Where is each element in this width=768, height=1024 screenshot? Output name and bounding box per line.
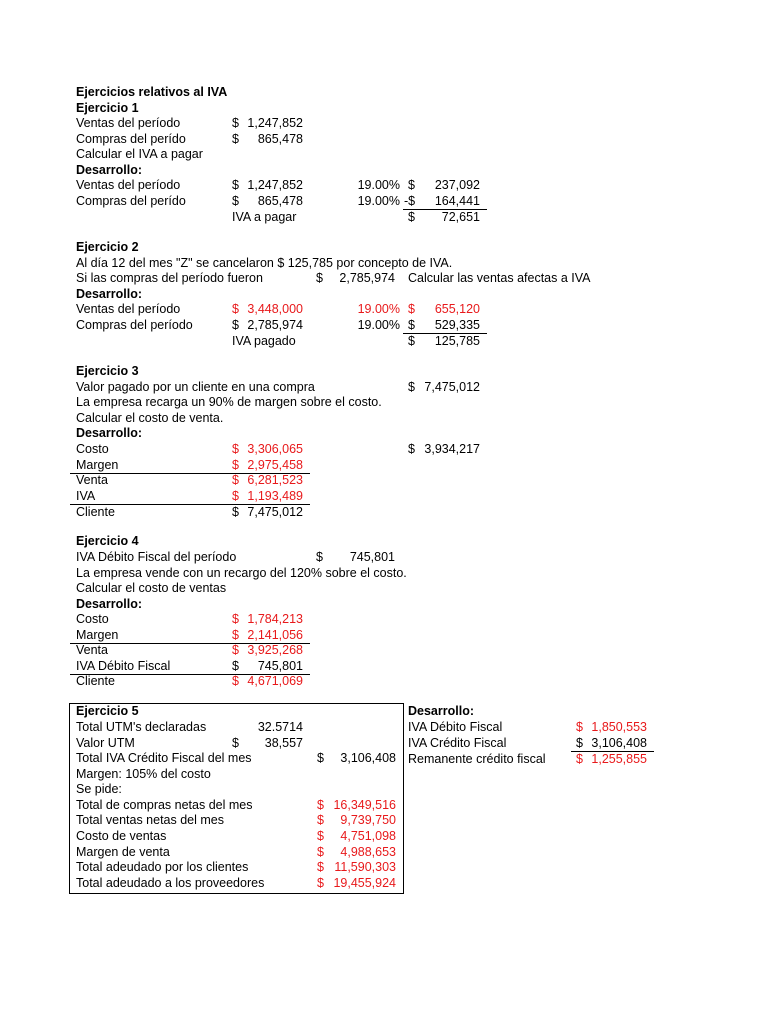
- e4-iva-label: IVA Débito Fiscal: [76, 659, 171, 673]
- e5-q1-value: 16,349,516: [333, 798, 396, 812]
- e5-valor-currency: $: [232, 736, 239, 750]
- e2-line1: Al día 12 del mes "Z" se cancelaron $ 125,785 por concepto de IVA.: [76, 256, 453, 270]
- e1-r2-rate: 19.00%: [357, 194, 400, 208]
- e5-valor-value: 38,557: [264, 736, 303, 750]
- e5-q3-label: Costo de ventas: [76, 829, 167, 843]
- e2-r2-rate: 19.00%: [357, 318, 400, 332]
- e5-d1-label: IVA Débito Fiscal: [408, 720, 503, 734]
- e4-cliente-value: 4,671,069: [247, 674, 303, 688]
- e5-q5-label: Total adeudado por los clientes: [76, 860, 249, 874]
- e1-r3-currency: $: [408, 210, 415, 224]
- e5-valor-label: Valor UTM: [76, 736, 135, 750]
- e5-q4-label: Margen de venta: [76, 845, 170, 859]
- e2-r3-label: IVA pagado: [232, 334, 296, 348]
- e3-costo-value2: 3,934,217: [424, 442, 480, 456]
- e4-venta-value: 3,925,268: [247, 643, 303, 657]
- e4-venta-currency: $: [232, 643, 239, 657]
- e5-q4-value: 4,988,653: [340, 845, 396, 859]
- e3-iva-value: 1,193,489: [247, 489, 303, 503]
- e5-q6-label: Total adeudado a los proveedores: [76, 876, 265, 890]
- e3-cliente-currency: $: [232, 505, 239, 519]
- e3-costo-currency2: $: [408, 442, 415, 456]
- e2-r2-currency2: $: [408, 318, 415, 332]
- e4-line2: La empresa vende con un recargo del 120% sobre el costo.: [76, 566, 407, 580]
- e4-margen-value: 2,141,056: [247, 628, 303, 642]
- e5-ivacf-currency: $: [317, 751, 324, 765]
- e3-margen-label: Margen: [76, 458, 119, 472]
- e3-venta-label: Venta: [76, 473, 108, 487]
- e4-cliente-label: Cliente: [76, 674, 115, 688]
- e1-r2-label: Compras del perído: [76, 194, 186, 208]
- e3-costo-label: Costo: [76, 442, 109, 456]
- e5-q1-label: Total de compras netas del mes: [76, 798, 253, 812]
- e3-iva-currency: $: [232, 489, 239, 503]
- e4-heading: Ejercicio 4: [76, 534, 139, 548]
- e1-r3-label: IVA a pagar: [232, 210, 297, 224]
- e1-calc-text: Calcular el IVA a pagar: [76, 147, 203, 161]
- e3-line1: Valor pagado por un cliente en una compra: [76, 380, 315, 394]
- e2-r3-value: 125,785: [434, 334, 480, 348]
- e2-line2-currency: $: [316, 271, 323, 285]
- e5-q2-currency: $: [317, 813, 324, 827]
- e3-venta-value: 6,281,523: [247, 473, 303, 487]
- e5-desarrollo: Desarrollo:: [408, 704, 474, 718]
- e5-d1-value: 1,850,553: [591, 720, 647, 734]
- e1-r1-currency: $: [232, 178, 239, 192]
- e1-r1-value: 1,247,852: [247, 178, 303, 192]
- e1-r1-label: Ventas del período: [76, 178, 181, 192]
- e1-ventas-value: 1,247,852: [247, 116, 303, 130]
- e5-d2-label: IVA Crédito Fiscal: [408, 736, 507, 750]
- e3-costo-value: 3,306,065: [247, 442, 303, 456]
- e2-r1-currency2: $: [408, 302, 415, 316]
- e2-r1-value2: 655,120: [434, 302, 480, 316]
- e1-compras-value: 865,478: [257, 132, 303, 146]
- e5-utm-value: 32.5714: [257, 720, 303, 734]
- e1-heading: Ejercicio 1: [76, 101, 139, 115]
- e5-d3-value: 1,255,855: [591, 752, 647, 766]
- e3-costo-currency: $: [232, 442, 239, 456]
- page-title: Ejercicios relativos al IVA: [76, 85, 228, 99]
- e4-costo-currency: $: [232, 612, 239, 626]
- e5-margen-label: Margen: 105% del costo: [76, 767, 211, 781]
- e4-line1-currency: $: [316, 550, 323, 564]
- e2-line2-value: 2,785,974: [339, 271, 395, 285]
- e4-costo-label: Costo: [76, 612, 109, 626]
- e5-q2-value: 9,739,750: [340, 813, 396, 827]
- e3-venta-currency: $: [232, 473, 239, 487]
- e1-r2-value: 865,478: [257, 194, 303, 208]
- e1-r3-value: 72,651: [441, 210, 480, 224]
- e5-q3-value: 4,751,098: [340, 829, 396, 843]
- e5-utm-label: Total UTM's declaradas: [76, 720, 207, 734]
- e4-cliente-currency: $: [232, 674, 239, 688]
- e5-se-pide: Se pide:: [76, 782, 122, 796]
- e1-r2-currency2: -$: [404, 194, 416, 208]
- e2-r1-label: Ventas del período: [76, 302, 181, 316]
- e1-r1-currency2: $: [408, 178, 415, 192]
- e4-line3: Calcular el costo de ventas: [76, 581, 227, 595]
- e3-line2: La empresa recarga un 90% de margen sobre el costo.: [76, 395, 382, 409]
- e2-r1-currency: $: [232, 302, 239, 316]
- e3-line1-currency: $: [408, 380, 415, 394]
- e1-compras-currency: $: [232, 132, 239, 146]
- e2-line2-calc: Calcular las ventas afectas a IVA: [408, 271, 591, 285]
- e3-desarrollo: Desarrollo:: [76, 426, 142, 440]
- e5-d3-label: Remanente crédito fiscal: [408, 752, 546, 766]
- e4-costo-value: 1,784,213: [247, 612, 303, 626]
- e3-cliente-value: 7,475,012: [247, 505, 303, 519]
- e5-ivacf-label: Total IVA Crédito Fiscal del mes: [76, 751, 252, 765]
- e4-margen-label: Margen: [76, 628, 119, 642]
- e5-heading: Ejercicio 5: [76, 704, 139, 718]
- e5-q1-currency: $: [317, 798, 324, 812]
- e2-r1-rate: 19.00%: [357, 302, 400, 316]
- e5-q5-currency: $: [317, 860, 324, 874]
- e4-desarrollo: Desarrollo:: [76, 597, 142, 611]
- e4-iva-value: 745,801: [257, 659, 303, 673]
- e2-line2-label: Si las compras del período fueron: [76, 271, 263, 285]
- e1-r1-rate: 19.00%: [357, 178, 400, 192]
- e2-heading: Ejercicio 2: [76, 240, 139, 254]
- e1-compras-label: Compras del perído: [76, 132, 186, 146]
- e2-desarrollo: Desarrollo:: [76, 287, 142, 301]
- e5-q4-currency: $: [317, 845, 324, 859]
- e3-line3: Calcular el costo de venta.: [76, 411, 224, 425]
- e3-heading: Ejercicio 3: [76, 364, 139, 378]
- e2-r2-currency: $: [232, 318, 239, 332]
- e1-r1-value2: 237,092: [434, 178, 480, 192]
- e5-d1-currency: $: [576, 720, 583, 734]
- e1-ventas-label: Ventas del período: [76, 116, 181, 130]
- e4-line1-value: 745,801: [349, 550, 395, 564]
- e1-desarrollo: Desarrollo:: [76, 163, 142, 177]
- e5-ivacf-value: 3,106,408: [340, 751, 396, 765]
- e5-q6-currency: $: [317, 876, 324, 890]
- e5-d3-currency: $: [576, 752, 583, 766]
- e4-venta-label: Venta: [76, 643, 108, 657]
- e5-q6-value: 19,455,924: [333, 876, 396, 890]
- e1-ventas-currency: $: [232, 116, 239, 130]
- e4-iva-currency: $: [232, 659, 239, 673]
- e2-r3-currency: $: [408, 334, 415, 348]
- e3-cliente-label: Cliente: [76, 505, 115, 519]
- e3-iva-label: IVA: [76, 489, 96, 503]
- e1-r2-currency: $: [232, 194, 239, 208]
- e5-q2-label: Total ventas netas del mes: [76, 813, 224, 827]
- e5-d2-currency: $: [576, 736, 583, 750]
- e2-r1-value: 3,448,000: [247, 302, 303, 316]
- e5-q3-currency: $: [317, 829, 324, 843]
- e3-margen-currency: $: [232, 458, 239, 472]
- e1-r2-value2: 164,441: [434, 194, 480, 208]
- e3-margen-value: 2,975,458: [247, 458, 303, 472]
- e4-margen-currency: $: [232, 628, 239, 642]
- e2-r2-label: Compras del período: [76, 318, 193, 332]
- e5-d2-value: 3,106,408: [591, 736, 647, 750]
- e2-r2-value2: 529,335: [434, 318, 480, 332]
- e4-line1: IVA Débito Fiscal del período: [76, 550, 237, 564]
- e2-r2-value: 2,785,974: [247, 318, 303, 332]
- e3-line1-value: 7,475,012: [424, 380, 480, 394]
- e5-q5-value: 11,590,303: [334, 860, 396, 874]
